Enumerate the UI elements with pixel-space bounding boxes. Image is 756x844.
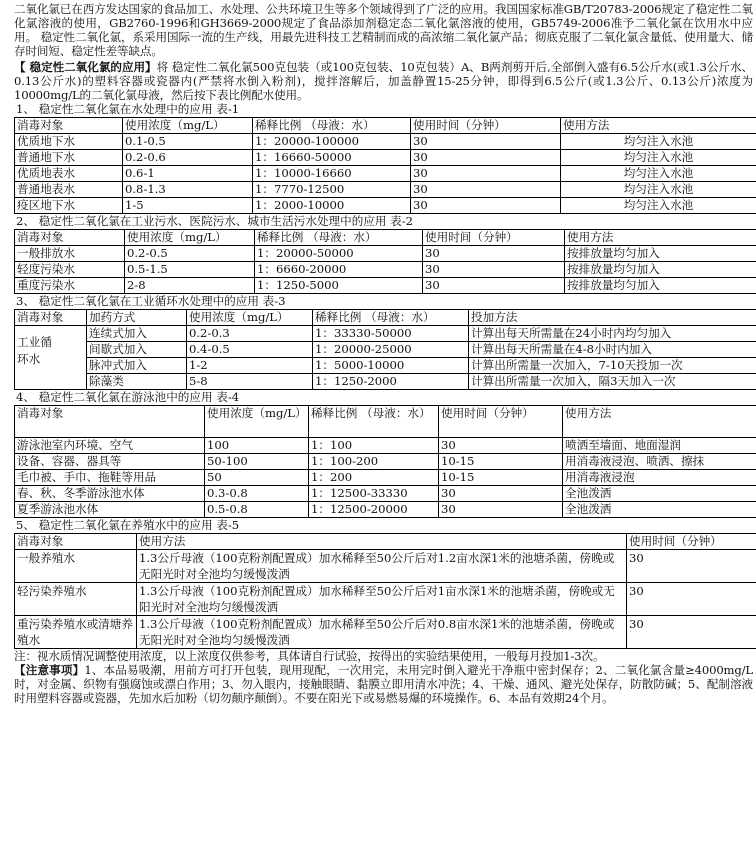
header-cell: 使用时间（分钟）	[439, 405, 563, 437]
table-cell: 轻污染养殖水	[15, 582, 137, 615]
table-header-row	[15, 229, 756, 245]
table-cell: 优质地下水	[15, 133, 123, 149]
table-cell: 10-15	[439, 469, 563, 485]
usage-heading: 【 稳定性二氧化氯的应用】	[14, 59, 157, 74]
table-cell: 1：20000-50000	[255, 245, 423, 261]
table-cell: 0.3-0.8	[205, 485, 309, 501]
table-cell: 1.3公斤母液（100克粉剂配置成）加水稀释至50公斤后对0.8亩水深1米的池塘杀菌，傍晚或无阳光时对全池均匀缓慢泼洒	[137, 615, 627, 648]
table-cell: 1：12500-33330	[309, 485, 439, 501]
table-cell: 设备、容器、器具等	[15, 453, 205, 469]
table-cell: 30	[439, 437, 563, 453]
table-cell: 普通地表水	[15, 181, 123, 197]
table-cell: 30	[411, 149, 561, 165]
table3	[14, 309, 756, 390]
table-cell: 30	[439, 501, 563, 517]
header-cell: 稀释比例 （母液：水）	[313, 309, 469, 325]
group-cell	[15, 325, 87, 389]
table-cell: 0.5-0.8	[205, 501, 309, 517]
table-cell: 1：200	[309, 469, 439, 485]
header-cell: 消毒对象	[15, 309, 87, 325]
table-cell: 游泳池室内环境、空气	[15, 437, 205, 453]
table-cell: 计算出所需量一次加入，7-10天投加一次	[469, 357, 756, 373]
table1-title: 1、 稳定性二氧化氯在水处理中的应用 表-1	[16, 101, 240, 116]
header-cell: 消毒对象	[15, 117, 123, 133]
table-cell: 0.5-1.5	[125, 261, 255, 277]
table-row	[15, 325, 756, 341]
table-cell: 1：12500-20000	[309, 501, 439, 517]
header-cell: 消毒对象	[15, 405, 205, 437]
table-cell: 脉冲式加入	[87, 357, 187, 373]
table5-title: 5、 稳定性二氧化氯在养殖水中的应用 表-5	[16, 517, 240, 532]
table-cell: 重度污染水	[15, 277, 125, 293]
table-cell: 30	[411, 197, 561, 213]
table-cell: 30	[411, 133, 561, 149]
header-cell: 使用时间（分钟）	[423, 229, 565, 245]
table-cell: 1-2	[187, 357, 313, 373]
usage-note: 注：视水质情况调整使用浓度，以上浓度仅供参考，具体请自行试验，按得出的实验结果使用，一般每月投加1-3次。	[14, 648, 605, 663]
table-cell: 间歇式加入	[87, 341, 187, 357]
header-cell: 消毒对象	[15, 229, 125, 245]
table-cell: 全池泼洒	[563, 501, 756, 517]
table1	[14, 117, 756, 214]
table-row	[15, 149, 756, 165]
table-row	[15, 437, 756, 453]
table-cell: 1：100	[309, 437, 439, 453]
table-row	[15, 261, 756, 277]
table-row	[15, 133, 756, 149]
table-cell: 30	[423, 261, 565, 277]
table-cell: 0.2-0.3	[187, 325, 313, 341]
table-cell: 1：100-200	[309, 453, 439, 469]
cautions-heading: 【注意事项】	[14, 663, 85, 678]
table3-title: 3、 稳定性二氧化氯在工业循环水处理中的应用 表-3	[16, 293, 286, 308]
table-cell: 50-100	[205, 453, 309, 469]
table-cell: 用消毒液浸泡	[563, 469, 756, 485]
table-cell: 连续式加入	[87, 325, 187, 341]
table-header-row	[15, 533, 756, 549]
table-row	[15, 615, 756, 648]
table-cell: 均匀注入水池	[561, 197, 756, 213]
table2	[14, 229, 756, 294]
header-cell: 稀释比例 （母液：水）	[309, 405, 439, 437]
table-cell: 30	[627, 615, 756, 648]
table-row	[15, 277, 756, 293]
usage-text: 将 稳定性二氧化氯500克包装（或100克包装、10克包装）A、B两剂剪开后,全部倒入盛有6.5公斤水(或1.3公斤水、0.13公斤水)的塑料容器或瓷器内(严禁将水倒入粉剂)，搅拌溶解后，加盖静置15-25分钟，即得到6.5公斤(或1.3公斤、0.13公斤)浓度为10000mg/L的二氧化氯母液，然后按下表比例配水使用。	[14, 59, 753, 102]
table-cell: 均匀注入水池	[561, 165, 756, 181]
table-row	[15, 582, 756, 615]
table-cell: 普通地下水	[15, 149, 123, 165]
table-cell: 全池泼洒	[563, 485, 756, 501]
table-cell: 用消毒液浸泡、喷洒、擦抹	[563, 453, 756, 469]
table-cell: 0.1-0.5	[123, 133, 253, 149]
table-cell: 按排放量均匀加入	[565, 277, 756, 293]
table-cell: 重污染养殖水或清塘养殖水	[15, 615, 137, 648]
table-cell: 0.2-0.5	[125, 245, 255, 261]
table-row	[15, 469, 756, 485]
table-cell: 0.8-1.3	[123, 181, 253, 197]
table-cell: 1.3公斤母液（100克粉剂配置成）加水稀释至50公斤后对1.2亩水深1米的池塘杀菌，傍晚或无阳光时对全池均匀缓慢泼洒	[137, 549, 627, 582]
table-cell: 均匀注入水池	[561, 149, 756, 165]
table-cell: 30	[627, 582, 756, 615]
header-cell: 稀释比例 （母液：水）	[253, 117, 411, 133]
table-row	[15, 373, 756, 389]
table-cell: 一般养殖水	[15, 549, 137, 582]
table-cell: 1-5	[123, 197, 253, 213]
table-cell: 30	[439, 485, 563, 501]
group-label: 工业循环水	[17, 334, 52, 366]
table-cell: 夏季游泳池水体	[15, 501, 205, 517]
table5	[14, 533, 756, 649]
table-cell: 1：6660-20000	[255, 261, 423, 277]
header-cell: 使用方法	[137, 533, 627, 549]
table-cell: 均匀注入水池	[561, 181, 756, 197]
cautions-paragraph	[14, 663, 753, 705]
intro-paragraph: 二氧化氯已在西方发达国家的食品加工、水处理、公共环境卫生等多个领域得到了广泛的应用。我国国家标准GB/T20783-2006规定了稳定性二氧化氯溶液的使用，GB2760-1996和GH3669-2000规定了食品添加剂稳定态二氧化氯溶液的使用，GB5749-2006准予二氧化氯在饮用水中应用。 稳定性二氧化氯，系采用国际一流的生产线，用最先进科技工艺精制而成的高浓缩二氧化氯产品；彻底克服了二氧化氯含量低、使用量大、储存时间短、稳定性差等缺点。	[14, 2, 753, 59]
table-cell: 1：33330-50000	[313, 325, 469, 341]
table-row	[15, 357, 756, 373]
header-cell: 使用方法	[565, 229, 756, 245]
header-cell: 使用浓度（mg/L）	[205, 405, 309, 437]
table-cell: 一般排放水	[15, 245, 125, 261]
table-row	[15, 341, 756, 357]
table-row	[15, 245, 756, 261]
table-cell: 0.2-0.6	[123, 149, 253, 165]
table-cell: 计算出所需量一次加入，隔3天加入一次	[469, 373, 756, 389]
table-cell: 0.4-0.5	[187, 341, 313, 357]
header-cell: 使用方法	[561, 117, 756, 133]
table-cell: 计算出每天所需量在4-8小时内加入	[469, 341, 756, 357]
table-row	[15, 549, 756, 582]
header-cell: 投加方法	[469, 309, 756, 325]
header-cell: 消毒对象	[15, 533, 137, 549]
table-cell: 轻度污染水	[15, 261, 125, 277]
table-cell: 1：1250-5000	[255, 277, 423, 293]
header-cell: 稀释比例 （母液：水）	[255, 229, 423, 245]
table-cell: 喷洒至墙面、地面湿润	[563, 437, 756, 453]
table-header-row	[15, 309, 756, 325]
table-cell: 按排放量均匀加入	[565, 261, 756, 277]
table-cell: 1：5000-10000	[313, 357, 469, 373]
table-cell: 除藻类	[87, 373, 187, 389]
table-cell: 1：1250-2000	[313, 373, 469, 389]
table-cell: 10-15	[439, 453, 563, 469]
table-header-row	[15, 405, 756, 437]
header-cell: 加药方式	[87, 309, 187, 325]
cautions-text: 1、本品易吸潮，用前方可打开包装，现用现配，一次用完，未用完时倒入避光干净瓶中密封保存；2、二氧化氯含量≥4000mg/L时，对金属、织物有强腐蚀或漂白作用；3、勿入眼内，接触眼睛、黏膜立即用清水冲洗；4、干燥、通风、避光处保存，防散防碱；5、配制溶液时用塑料容器或瓷器，先加水后加粉（切勿颠序颠倒）。不要在阳光下或易燃易爆的环境操作。6、本品有效期24个月。	[14, 663, 753, 706]
table-row	[15, 485, 756, 501]
table-header-row	[15, 117, 756, 133]
table-cell: 30	[411, 165, 561, 181]
table-cell: 1：10000-16660	[253, 165, 411, 181]
table-row	[15, 181, 756, 197]
table-cell: 30	[423, 245, 565, 261]
table-cell: 疫区地下水	[15, 197, 123, 213]
table-row	[15, 501, 756, 517]
table-cell: 1：2000-10000	[253, 197, 411, 213]
table-cell: 1：16660-50000	[253, 149, 411, 165]
table-cell: 2-8	[125, 277, 255, 293]
table-cell: 毛巾被、手巾、拖鞋等用品	[15, 469, 205, 485]
header-cell: 使用浓度（mg/L）	[187, 309, 313, 325]
table4-title: 4、 稳定性二氧化氯在游泳池中的应用 表-4	[16, 389, 240, 404]
table-row	[15, 453, 756, 469]
usage-paragraph	[14, 60, 753, 102]
table-cell: 1：7770-12500	[253, 181, 411, 197]
header-cell: 使用方法	[563, 405, 756, 437]
header-cell: 使用浓度（mg/L）	[123, 117, 253, 133]
header-cell: 使用时间（分钟）	[627, 533, 756, 549]
table-cell: 50	[205, 469, 309, 485]
table-cell: 1.3公斤母液（100克粉剂配置成）加水稀释至50公斤后对1亩水深1米的池塘杀菌，傍晚或无阳光时对全池均匀缓慢泼洒	[137, 582, 627, 615]
table-cell: 优质地表水	[15, 165, 123, 181]
table4	[14, 405, 756, 518]
table-cell: 30	[627, 549, 756, 582]
table-row	[15, 165, 756, 181]
table2-title: 2、 稳定性二氧化氯在工业污水、医院污水、城市生活污水处理中的应用 表-2	[16, 213, 414, 228]
table-cell: 均匀注入水池	[561, 133, 756, 149]
table-cell: 100	[205, 437, 309, 453]
header-cell: 使用时间（分钟）	[411, 117, 561, 133]
table-cell: 30	[411, 181, 561, 197]
table-row	[15, 197, 756, 213]
table-cell: 5-8	[187, 373, 313, 389]
table-cell: 1：20000-25000	[313, 341, 469, 357]
table-cell: 0.6-1	[123, 165, 253, 181]
header-cell: 使用浓度（mg/L）	[125, 229, 255, 245]
table-cell: 30	[423, 277, 565, 293]
table-cell: 春、秋、冬季游泳池水体	[15, 485, 205, 501]
table-cell: 1：20000-100000	[253, 133, 411, 149]
table-cell: 计算出每天所需量在24小时内均匀加入	[469, 325, 756, 341]
table-cell: 按排放量均匀加入	[565, 245, 756, 261]
